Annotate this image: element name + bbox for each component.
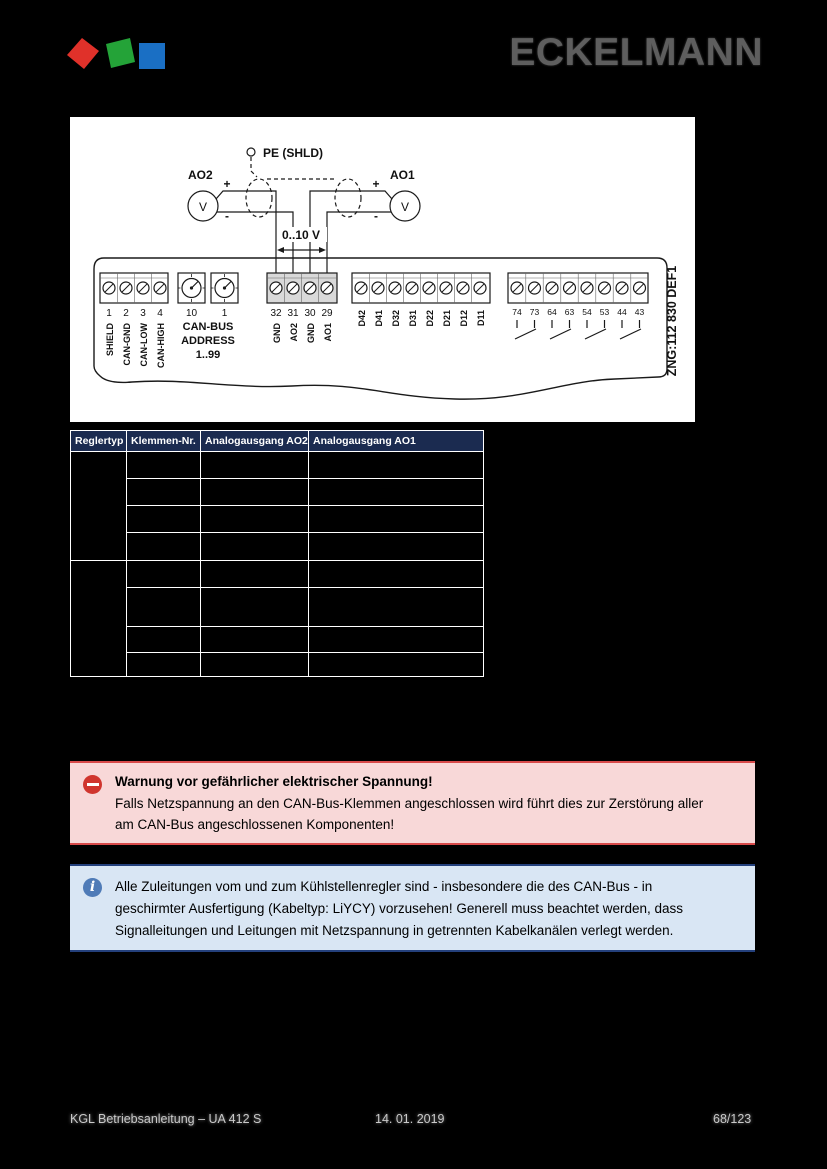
digital-input-label: D12: [459, 310, 469, 327]
logo-blue-square: [139, 43, 165, 69]
warning-box: [70, 761, 755, 845]
info-box: [70, 864, 755, 952]
ao-signal-label: GND: [306, 323, 316, 343]
col-header-analogausgang-ao1: Analogausgang AO1: [309, 431, 484, 452]
table-header-row: [71, 431, 484, 452]
table-cell: [201, 533, 309, 561]
relay-contact-symbols: [515, 320, 641, 339]
footer-date: 14. 01. 2019: [375, 1112, 445, 1126]
table-cell: [309, 452, 484, 479]
can-bus-address-label: ADDRESS: [181, 335, 235, 347]
table-cell: [309, 533, 484, 561]
col-header-analogausgang-ao2: Analogausgang AO2: [201, 431, 309, 452]
table-cell: [309, 479, 484, 506]
table-row: [71, 588, 484, 627]
table-row: [71, 452, 484, 479]
ao2-plus-label: +: [223, 177, 231, 191]
table-cell: [201, 479, 309, 506]
can-terminal-number: 1: [106, 308, 112, 319]
digital-input-label: D21: [442, 310, 452, 327]
table-cell: [71, 452, 127, 561]
analog-output-table: [70, 430, 484, 677]
voltmeter-ao1-symbol: V: [400, 200, 410, 214]
table-cell: [309, 561, 484, 588]
digital-input-label: D32: [391, 310, 401, 327]
ao-terminal-number: 31: [287, 308, 299, 319]
table-cell: [127, 479, 201, 506]
warning-icon-bar: [87, 783, 99, 786]
wiring-diagram: [70, 117, 695, 422]
relay-terminal-number: 53: [599, 307, 610, 317]
table-row: [71, 533, 484, 561]
warning-line: am CAN-Bus angeschlossenen Komponenten!: [115, 817, 395, 832]
range-arrow: [277, 247, 326, 253]
can-bus-address-label: 1..99: [195, 349, 221, 361]
diagram-linework: [94, 148, 667, 399]
ao2-minus-label: -: [225, 209, 229, 223]
warning-icon: [83, 775, 102, 794]
table-cell: [201, 452, 309, 479]
table-cell: [127, 452, 201, 479]
controller-panel-outline: [94, 258, 667, 399]
can-bus-address-label: CAN-BUS: [182, 321, 234, 333]
relay-terminal-number: 54: [582, 307, 592, 317]
can-signal-label: CAN-HIGH: [156, 323, 166, 368]
relay-terminal-number: 73: [529, 307, 540, 317]
ao-terminal-number: 30: [304, 308, 316, 319]
table-row: [71, 627, 484, 653]
can-signal-label: SHIELD: [105, 323, 115, 357]
table-row: [71, 561, 484, 588]
can-signal-label: CAN-GND: [122, 323, 132, 366]
ao-terminal-number: 32: [270, 308, 282, 319]
can-terminal-number: 2: [123, 308, 129, 319]
relay-terminal-number: 44: [617, 307, 627, 317]
board-id-label: ZNG:112 830 DEF1: [665, 265, 679, 377]
table-cell: [71, 561, 127, 677]
ao1-plus-label: +: [372, 177, 380, 191]
ao-signal-label: AO2: [289, 323, 299, 342]
warning-line: Falls Netzspannung an den CAN-Bus-Klemmen angeschlossen wird führt dies zur Zerstörung aller: [115, 795, 704, 811]
info-content: [115, 866, 755, 942]
table-row: [71, 506, 484, 533]
table-cell: [127, 561, 201, 588]
table-cell: [201, 653, 309, 677]
can-terminal-number: 3: [140, 308, 146, 319]
can-signal-label: CAN-LOW: [139, 323, 149, 367]
relay-terminal-number: 74: [512, 307, 522, 317]
table-row: [71, 653, 484, 677]
info-icon: i: [83, 878, 102, 897]
ao1-label: AO1: [390, 168, 415, 182]
table-cell: [309, 653, 484, 677]
table-cell: [201, 561, 309, 588]
relay-terminal-number: 64: [547, 307, 557, 317]
digital-input-label: D31: [408, 310, 418, 327]
col-header-klemmen-nr: Klemmen-Nr.: [127, 431, 201, 452]
digital-input-label: D42: [357, 310, 367, 327]
address-switch-digit: 1: [221, 308, 228, 319]
pe-terminal-circle: [247, 148, 255, 156]
info-line: geschirmter Ausfertigung (Kabeltyp: LiYCY) vorzusehen! Generell muss beachtet werden, dass: [115, 901, 684, 916]
diagram-labels: [105, 146, 679, 376]
table-cell: [127, 533, 201, 561]
table-cell: [201, 506, 309, 533]
table-cell: [127, 653, 201, 677]
table-cell: [309, 588, 484, 627]
table-cell: [127, 506, 201, 533]
info-line: Alle Zuleitungen vom und zum Kühlstellenregler sind - insbesondere die des CAN-Bus - in: [115, 879, 653, 894]
rotary-address-switches: [178, 274, 239, 302]
pe-shield-label: PE (SHLD): [263, 146, 323, 160]
digital-input-label: D22: [425, 310, 435, 327]
table-row: [71, 479, 484, 506]
table-cell: [127, 588, 201, 627]
eckelmann-logo-icon: [67, 36, 167, 74]
can-terminal-number: 4: [157, 308, 163, 319]
col-header-reglertyp: Reglertyp: [71, 431, 127, 452]
table-cell: [127, 627, 201, 653]
relay-terminal-number: 63: [564, 307, 575, 317]
wiring-diagram-figure: [70, 117, 695, 422]
voltmeter-ao2-symbol: V: [198, 200, 208, 214]
ao2-label: AO2: [188, 168, 213, 182]
ao-terminal-number: 29: [321, 308, 333, 319]
warning-content: [115, 763, 755, 836]
cable-shield-dashed: [246, 157, 361, 217]
ao-signal-label: AO1: [323, 323, 333, 342]
table-cell: [201, 627, 309, 653]
info-line: Signalleitungen und Leitungen mit Netzspannung in getrennten Kabelkanälen verlegt werden.: [115, 923, 674, 938]
digital-input-label: D11: [476, 310, 486, 327]
table-cell: [309, 627, 484, 653]
footer-page-number: 68/123: [713, 1112, 752, 1126]
relay-terminal-number: 43: [634, 307, 645, 317]
page-footer: [70, 1112, 757, 1128]
ao1-minus-label: -: [374, 209, 378, 223]
address-switch-digit: 10: [185, 308, 198, 319]
table-cell: [201, 588, 309, 627]
company-wordmark: ECKELMANN: [509, 31, 763, 74]
warning-title: Warnung vor gefährlicher elektrischer Spannung!: [115, 774, 433, 789]
voltage-range-label: 0..10 V: [281, 228, 321, 242]
table-cell: [309, 506, 484, 533]
logo-red-diamond: [67, 38, 99, 69]
footer-doc-title: KGL Betriebsanleitung – UA 412 S: [70, 1112, 262, 1126]
ao-signal-label: GND: [272, 323, 282, 343]
logo-green-square: [106, 38, 135, 68]
digital-input-label: D41: [374, 310, 384, 327]
